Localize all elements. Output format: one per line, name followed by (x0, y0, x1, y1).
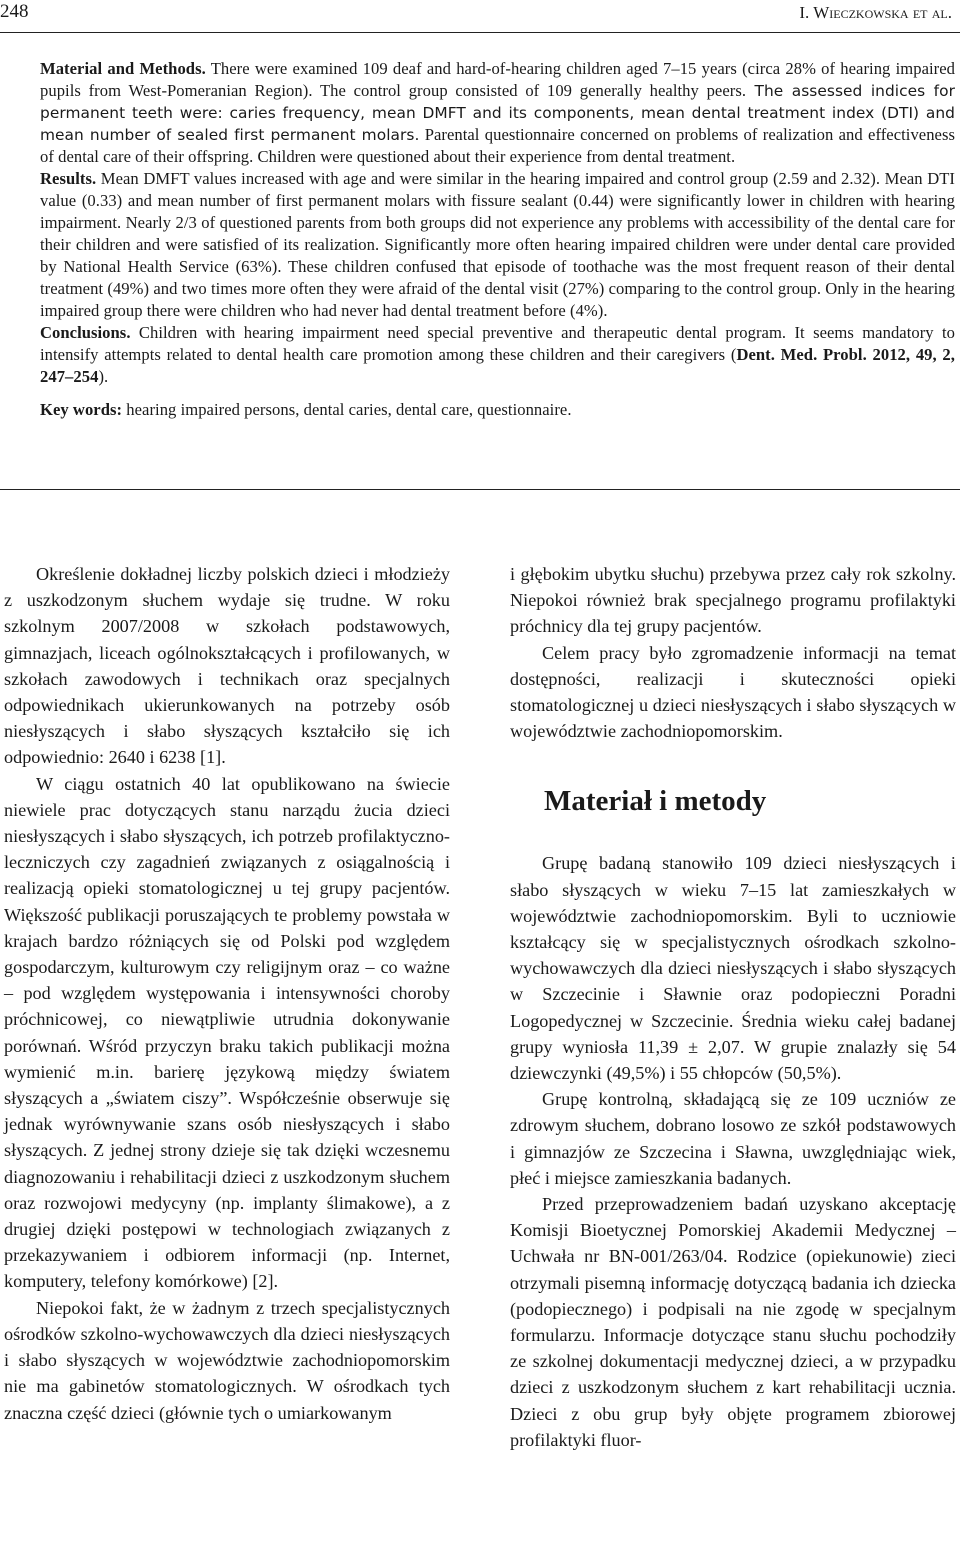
methods-text-indices: The assessed indices for permanent teeth were: caries frequency, mean DMFT and its components, mean dental treatment index (DTI) and mean number of sealed first permanent molars. (40, 82, 955, 144)
abstract (40, 58, 955, 421)
citation-end: ). (98, 367, 109, 386)
body-paragraph: Celem pracy było zgromadzenie informacji na temat dostępności, realizacji i skuteczności opieki stomatologicznej u dzieci niesłyszących i słabo słyszących w województwie zachodniopomorskim. (510, 642, 956, 742)
results-text: Mean DMFT values increased with age and were similar in the hearing impaired and control group (2.59 and 2.32). Mean DTI value (0.33) and mean number of first permanent molars with fissure sealant (0.44) were significantly lower in children with hearing impairment. Nearly 2/3 of questioned parents from both groups did not experience any problems with accessibility of the dental care for their children and were satisfied of its realization. Significantly more often hearing impaired children were under dental care provided by National Health Service (63%). These children confused that episode of toothache was the most frequent reason of their dental treatment (49%) and two times more often they were afraid of the dental visit (27%) comparing to the control group. Only in the hearing impaired group there were children who had never had dental treatment before (4%). (40, 169, 955, 320)
abstract-rule (0, 489, 960, 490)
keywords-label: Key words: (40, 400, 123, 419)
body-paragraph: Grupę badaną stanowiło 109 dzieci niesłyszących i słabo słyszących w wieku 7–15 lat zamieszkałych w województwie zachodniopomorskim. Byli to uczniowie kształcący się w specjalistycznych ośrodkach szkolno-wychowawczych dla dzieci niesłyszących i słabo słyszących w Szczecinie i Sławnie oraz podopieczni Poradni Logopedycznej w Szczecinie. Średnia wieku całej badanej grupy wyniosła 11,39 ± 2,07. W grupie znalazły się 54 dziewczynki (49,5%) i 55 chłopców (50,5%). (510, 853, 956, 1084)
keywords-text: hearing impaired persons, dental caries, dental care, questionnaire. (122, 400, 572, 419)
body-paragraph: i głębokim ubytku słuchu) przebywa przez cały rok szkolny. Niepokoi również brak specjalnego programu profilaktyki próchnicy dla tej grupy pacjentów. (510, 564, 956, 637)
running-head: I. Wieczkowska et al. (799, 3, 952, 22)
conclusions-label: Conclusions. (40, 323, 131, 342)
right-column (510, 561, 956, 1453)
body-paragraph: Przed przeprowadzeniem badań uzyskano akceptację Komisji Bioetycznej Pomorskiej Akademii Medycznej – Uchwała nr BN-001/263/04. Rodzice (opiekunowie) zieci otrzymali pisemną informację dotyczącą badania ich dziecka (podopiecznego) i podpisali na nie zgodę w specjalnym formularzu. Informacje dotyczące stanu słuchu pochodziły ze szkolnej dokumentacji medycznej dzieci, a w przypadku dzieci z uszkodzonym słuchem z kart rehabilitacji ucznia. Dzieci z obu grup były objęte programem zbiorowej profilaktyki fluor- (510, 1194, 956, 1450)
conclusions-text: Children with hearing impairment need special preventive and therapeutic dental program. It seems mandatory to intensify attempts related to dental health care promotion among these children and their caregivers ( (40, 323, 955, 364)
methods-text: There were examined 109 deaf and hard-of-hearing children aged 7–15 years (circa 28% of hearing impaired pupils from West-Pomeranian Region). The control group consisted of 109 generally healthy peers. (40, 59, 955, 100)
abstract-methods (40, 58, 955, 168)
abstract-conclusions (40, 322, 955, 388)
left-column (4, 561, 450, 1426)
page-header (0, 0, 960, 28)
page-number: 248 (0, 1, 29, 22)
keywords (40, 399, 955, 421)
body-paragraph: W ciągu ostatnich 40 lat opublikowano na świecie niewiele prac dotyczących stanu narządu żucia dzieci niesłyszących i słabo słyszących, ich potrzeb profilaktyczno-leczniczych czy zagadnień związanych z osiągalnością i realizacją opieki stomatologicznej u tej grupy pacjentów. Większość publikacji poruszających te problemy powstała w krajach bardzo różniących się od Polski pod względem gospodarczym, kulturowym czy religijnym oraz – co ważne – pod względem występowania i intensywności choroby próchnicowej, co niewątpliwie utrudnia dokonywanie porównań. Wśród przyczyn braku takich publikacji można wymienić m.in. barierę językową między światem słyszących a „światem ciszy”. Współcześnie obserwuje się jednak wyrównywanie szans osób niesłyszących i słabo słyszących. Z jednej strony dzieje się tak dzięki wczesnemu diagnozowaniu i rehabilitacji dzieci z uszkodzonym słuchem oraz rozwojowi medycyny (np. implanty ślimakowe), a z drugiej dzięki postępowi w technologiach związanych z przekazywaniem i odbiorem informacji (np. Internet, komputery, telefony komórkowe) [2]. (4, 773, 450, 1292)
header-rule (0, 32, 960, 33)
methods-label: Material and Methods. (40, 59, 206, 78)
citation: Dent. Med. Probl. 2012, 49, 2, 247–254 (40, 345, 955, 386)
section-heading: Materiał i metody (544, 785, 767, 818)
body-paragraph: Niepokoi fakt, że w żadnym z trzech specjalistycznych ośrodków szkolno-wychowawczych dla dzieci niesłyszących i słabo słyszących w województwie zachodniopomorskim nie ma gabinetów stomatologicznych. W ośrodkach tych znaczna część dzieci (głównie tych o umiarkowanym (4, 1297, 450, 1423)
body-paragraph: Grupę kontrolną, składającą się ze 109 uczniów ze zdrowym słuchem, dobrano losowo ze szkół podstawowych i gimnazjów ze Szczecina i Sławna, uwzględniając wiek, płeć i miejsce zamieszkania badanych. (510, 1089, 956, 1188)
methods-text-questionnaire: Parental questionnaire concerned on problems of realization and effectiveness of dental care of their offspring. Children were questioned about their experience from dental treatment. (40, 125, 955, 166)
body-paragraph: Określenie dokładnej liczby polskich dzieci i młodzieży z uszkodzonym słuchem wydaje się trudne. W roku szkolnym 2007/2008 w szkołach podstawowych, gimnazjach, liceach ogólnokształcących i profilowanych, w szkołach zawodowych i technikach oraz specjalnych odpowiednikach ukierunkowanych na potrzeby osób niesłyszących i słabo słyszących kształciło się ich odpowiednio: 2640 i 6238 [1]. (4, 564, 450, 768)
results-label: Results. (40, 169, 97, 188)
abstract-results (40, 168, 955, 322)
